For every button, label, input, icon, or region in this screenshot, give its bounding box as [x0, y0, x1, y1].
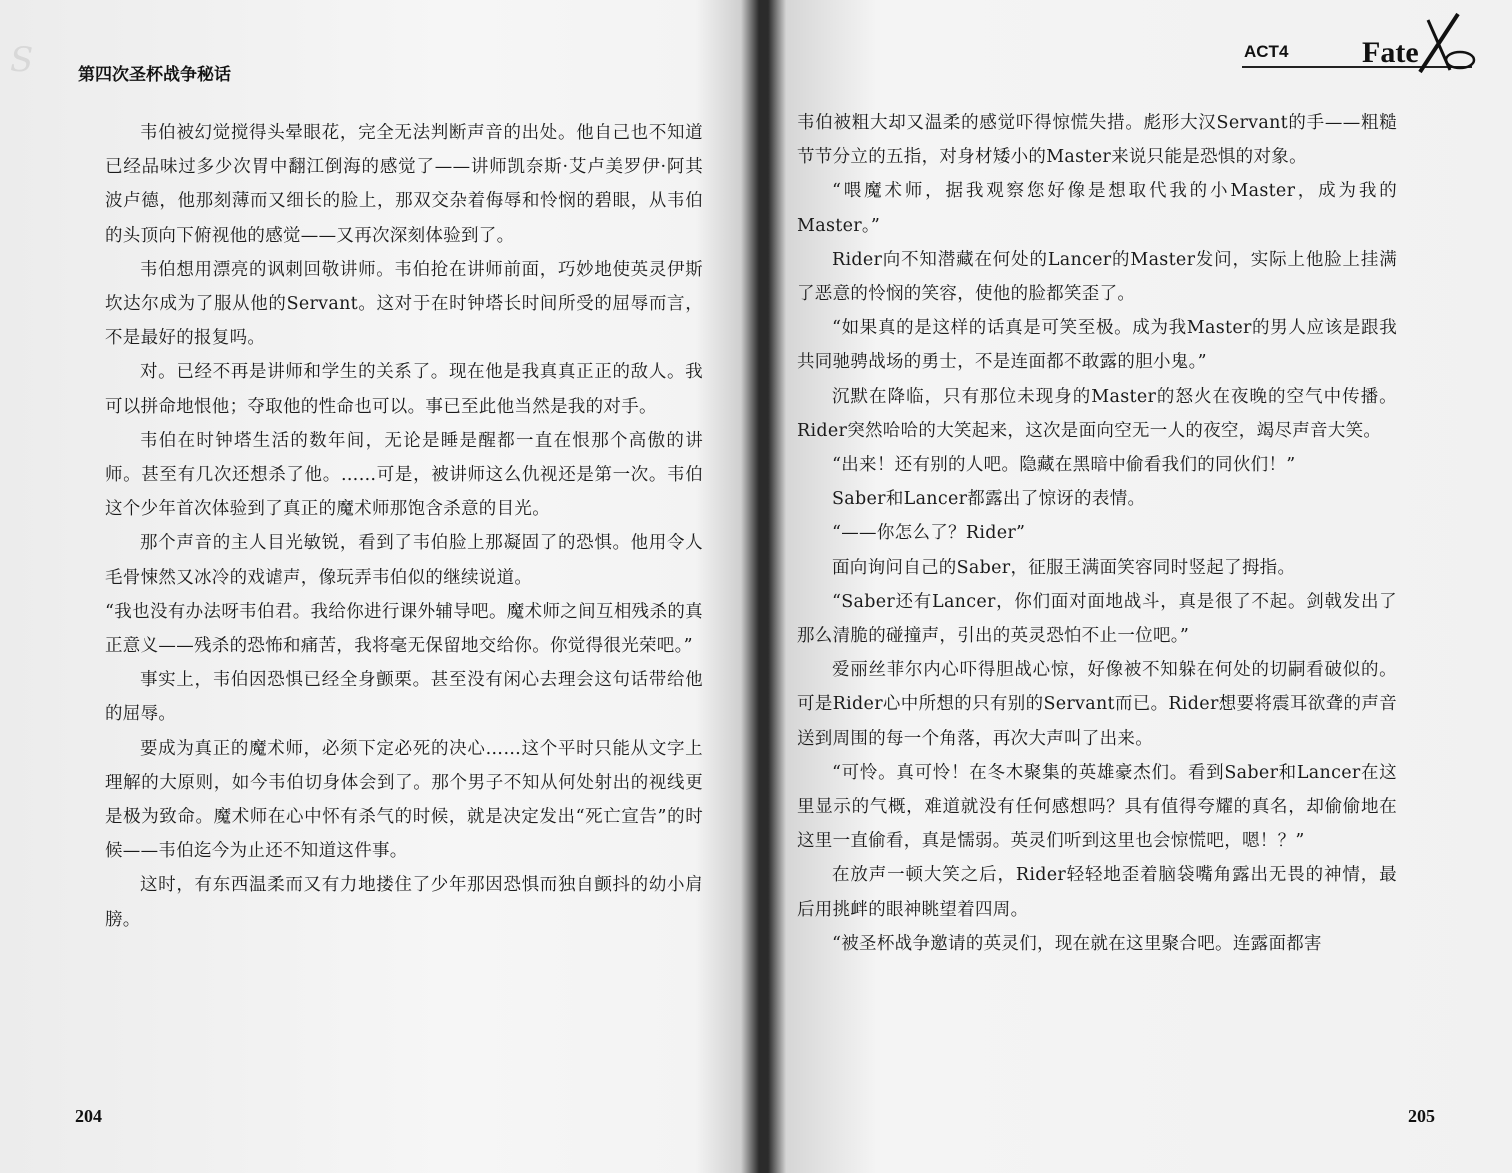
- page-watermark: S: [10, 40, 34, 80]
- right-page-body: [797, 106, 1397, 961]
- paragraph: 韦伯被粗大却又温柔的感觉吓得惊慌失措。彪形大汉Servant的手——粗糙节节分立的五指，对身材矮小的Master来说只能是恐惧的对象。: [797, 113, 1397, 168]
- paragraph: Saber和Lancer都露出了惊讶的表情。: [832, 489, 1146, 510]
- paragraph: 爱丽丝菲尔内心吓得胆战心惊，好像被不知躲在何处的切嗣看破似的。可是Rider心中所想的只有别的Servant而已。Rider想要将震耳欲聋的声音送到周围的每一个角落，再次大声叫了出来。: [797, 660, 1397, 749]
- paragraph: 韦伯想用漂亮的讽刺回敬讲师。韦伯抢在讲师前面，巧妙地使英灵伊斯坎达尔成为了服从他的Servant。这对于在时钟塔长时间所受的屈辱而言，不是最好的报复吗。: [105, 259, 703, 349]
- right-page: [772, 0, 1512, 1173]
- page-number-left: 204: [75, 1106, 102, 1126]
- running-head-act: ACT4: [1244, 42, 1289, 61]
- paragraph: 韦伯在时钟塔生活的数年间，无论是睡是醒都一直在恨那个高傲的讲师。甚至有几次还想杀了他。……可是，被讲师这么仇视还是第一次。韦伯这个少年首次体验到了真正的魔术师那饱含杀意的目光。: [105, 430, 703, 520]
- paragraph: 韦伯被幻觉搅得头晕眼花，完全无法判断声音的出处。他自己也不知道已经品味过多少次胃中翻江倒海的感觉了——讲师凯奈斯·艾卢美罗伊·阿其波卢德，他那刻薄而又细长的脸上，那双交杂着侮辱和怜悯的碧眼，从韦伯的头顶向下俯视他的感觉——又再次深刻体验到了。: [105, 123, 703, 246]
- paragraph: 面向询问自己的Saber，征服王满面笑容同时竖起了拇指。: [832, 557, 1296, 578]
- paragraph: “被圣杯战争邀请的英灵们，现在就在这里聚合吧。连露面都害: [832, 933, 1322, 954]
- paragraph: Rider向不知潜藏在何处的Lancer的Master发问，实际上他脸上挂满了恶意的怜悯的笑容，使他的脸都笑歪了。: [797, 249, 1397, 305]
- paragraph: 对。已经不再是讲师和学生的关系了。现在他是我真真正正的敌人。我可以拼命地恨他；夺取他的性命也可以。事已至此他当然是我的对手。: [105, 362, 703, 417]
- paragraph: “可怜。真可怜！在冬木聚集的英雄豪杰们。看到Saber和Lancer在这里显示的气概，难道就没有任何感想吗？具有值得夸耀的真名，却偷偷地在这里一直偷看，真是懦弱。英灵们听到这里也会惊慌吧，嗯！？”: [797, 762, 1397, 852]
- paragraph: “出来！还有别的人吧。隐藏在黑暗中偷看我们的同伙们！”: [832, 455, 1296, 476]
- left-page-body: [105, 116, 703, 937]
- running-head-title: 第四次圣杯战争秘话: [78, 65, 231, 85]
- paragraph: 那个声音的主人目光敏锐，看到了韦伯脸上那凝固了的恐惧。他用令人毛骨悚然又冰冷的戏谑声，像玩弄韦伯似的继续说道。: [105, 533, 703, 588]
- paragraph: 这时，有东西温柔而又有力地搂住了少年那因恐惧而独自颤抖的幼小肩膀。: [105, 875, 703, 930]
- paragraph: “Saber还有Lancer，你们面对面地战斗，真是很了不起。剑戟发出了那么清脆的碰撞声，引出的英灵恐怕不止一位吧。”: [797, 591, 1397, 647]
- left-page: [0, 0, 750, 1173]
- paragraph: “如果真的是这样的话真是可笑至极。成为我Master的男人应该是跟我共同驰骋战场的勇士，不是连面都不敢露的胆小鬼。”: [797, 318, 1397, 373]
- fate-zero-logo: [1358, 10, 1478, 80]
- page-number-right: 205: [1408, 1106, 1435, 1126]
- paragraph: “我也没有办法呀韦伯君。我给你进行课外辅导吧。魔术师之间互相残杀的真正意义——残杀的恐怖和痛苦，我将毫无保留地交给你。你觉得很光荣吧。”: [105, 601, 703, 657]
- paragraph: 事实上，韦伯因恐惧已经全身颤栗。甚至没有闲心去理会这句话带给他的屈辱。: [105, 670, 703, 725]
- paragraph: 要成为真正的魔术师，必须下定必死的决心……这个平时只能从文字上理解的大原则，如今韦伯切身体会到了。那个男子不知从何处射出的视线更是极为致命。魔术师在心中怀有杀气的时候，就是决定发出“死亡宣告”的时候——韦伯迄今为止还不知道这件事。: [105, 738, 703, 862]
- paragraph: 沉默在降临，只有那位未现身的Master的怒火在夜晚的空气中传播。Rider突然哈哈的大笑起来，这次是面向空无一人的夜空，竭尽声音大笑。: [797, 386, 1397, 441]
- paragraph: 在放声一顿大笑之后，Rider轻轻地歪着脑袋嘴角露出无畏的神情，最后用挑衅的眼神眺望着四周。: [797, 865, 1397, 920]
- svg-text:Fate: Fate: [1362, 36, 1419, 69]
- paragraph: “喂魔术师，据我观察您好像是想取代我的小Master，成为我的Master。”: [797, 181, 1397, 236]
- paragraph: “——你怎么了？Rider”: [832, 523, 1026, 544]
